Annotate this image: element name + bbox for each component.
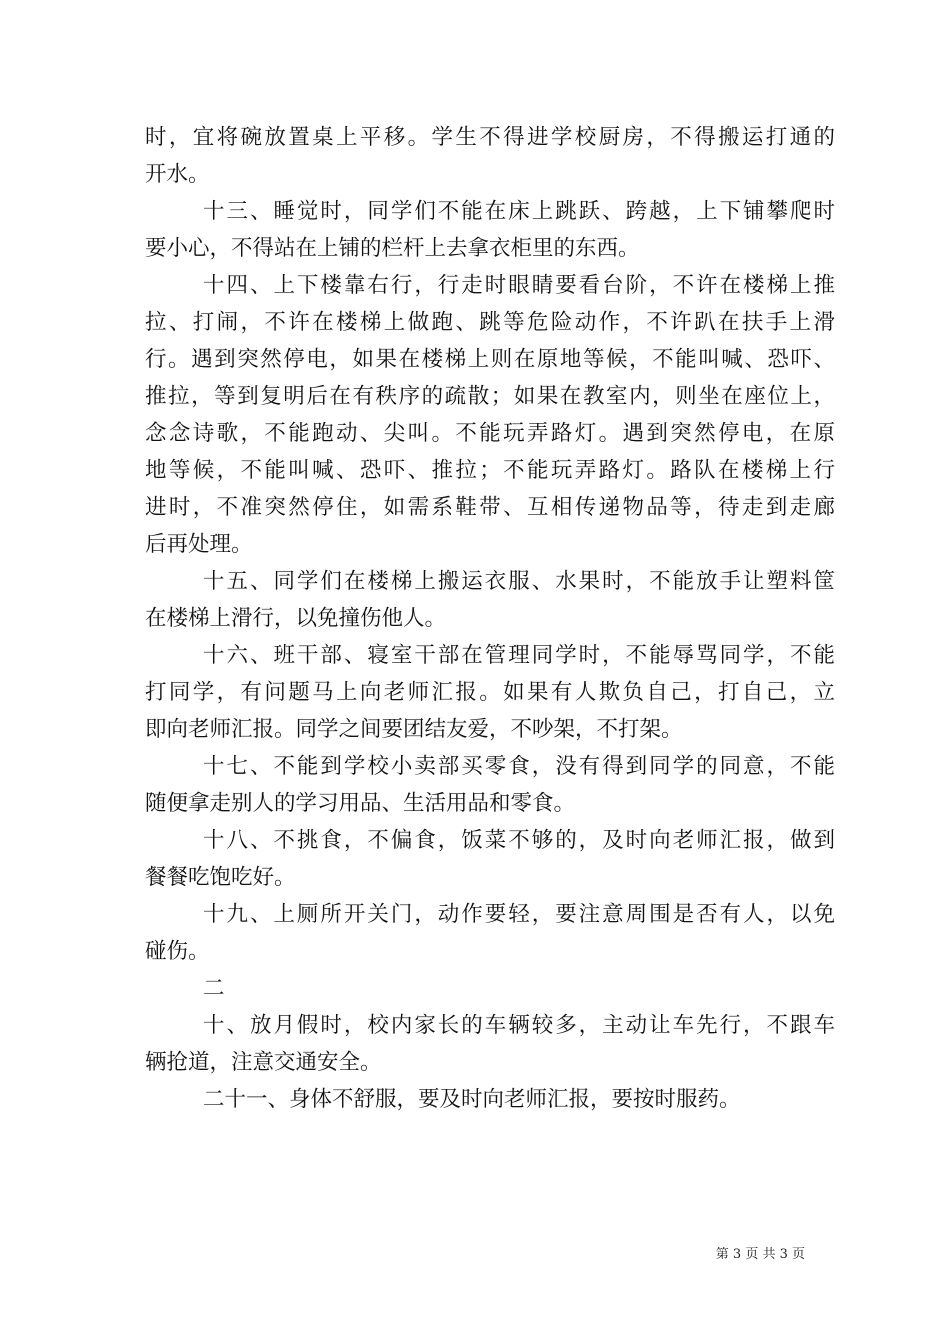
text-line: 时，宜将碗放置桌上平移。学生不得进学校厨房，不得搬运打通的 [145, 125, 835, 150]
text-line: 碰伤。 [145, 939, 210, 964]
text-line: 随便拿走别人的学习用品、生活用品和零食。 [145, 791, 576, 816]
text-line: 进时，不准突然停住，如需系鞋带、互相传递物品等，待走到走廊 [145, 495, 835, 520]
text-line: 辆抢道，注意交通安全。 [145, 1050, 382, 1075]
text-line: 拉、打闹，不许在楼梯上做跑、跳等危险动作，不许趴在扶手上滑 [145, 310, 835, 335]
text-line: 后再处理。 [145, 532, 253, 557]
text-line: 念念诗歌，不能跑动、尖叫。不能玩弄路灯。遇到突然停电，在原 [145, 421, 835, 446]
text-line: 十六、班干部、寝室干部在管理同学时，不能辱骂同学，不能 [203, 643, 835, 668]
text-line: 十三、睡觉时，同学们不能在床上跳跃、跨越，上下铺攀爬时 [203, 199, 835, 224]
text-line: 餐餐吃饱吃好。 [145, 865, 296, 890]
document-body [145, 119, 835, 1118]
text-line: 二 [203, 976, 225, 1001]
text-line: 二十一、身体不舒服，要及时向老师汇报，要按时服药。 [203, 1087, 741, 1112]
text-line: 打同学，有问题马上向老师汇报。如果有人欺负自己，打自己，立 [145, 680, 835, 705]
text-line: 在楼梯上滑行，以免撞伤他人。 [145, 606, 447, 631]
text-line: 十七、不能到学校小卖部买零食，没有得到同学的同意，不能 [203, 754, 835, 779]
text-line: 行。遇到突然停电，如果在楼梯上则在原地等候，不能叫喊、恐吓、 [145, 347, 835, 372]
text-line: 推拉，等到复明后在有秩序的疏散；如果在教室内，则坐在座位上， [145, 384, 835, 409]
text-line: 十、放月假时，校内家长的车辆较多，主动让车先行，不跟车 [203, 1013, 835, 1038]
text-line: 要小心，不得站在上铺的栏杆上去拿衣柜里的东西。 [145, 236, 640, 261]
text-line: 十四、上下楼靠右行，行走时眼睛要看台阶，不许在楼梯上推 [203, 273, 835, 298]
page-number: 第 3 页 共 3 页 [715, 1247, 805, 1262]
text-line: 十九、上厕所开关门，动作要轻，要注意周围是否有人，以免 [203, 902, 835, 927]
text-line: 十八、不挑食，不偏食，饭菜不够的，及时向老师汇报，做到 [203, 828, 835, 853]
text-line: 地等候，不能叫喊、恐吓、推拉；不能玩弄路灯。路队在楼梯上行 [145, 458, 835, 483]
text-line: 开水。 [145, 162, 210, 187]
text-line: 十五、同学们在楼梯上搬运衣服、水果时，不能放手让塑料筐 [203, 569, 835, 594]
text-line: 即向老师汇报。同学之间要团结友爱，不吵架，不打架。 [145, 717, 683, 742]
